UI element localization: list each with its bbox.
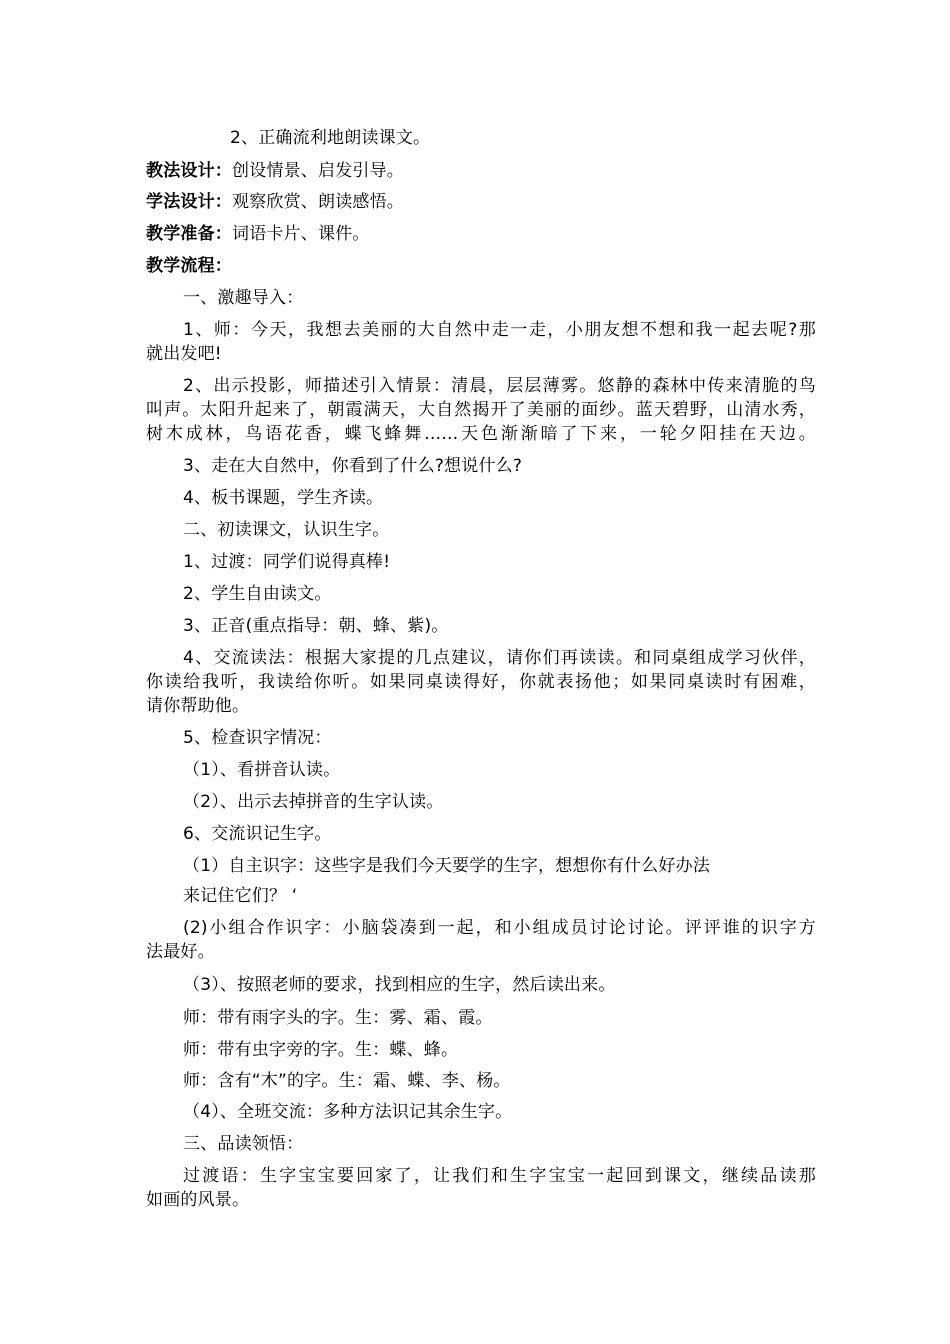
paragraph-line: 叫声。太阳升起来了，朝霞满天，大自然揭开了美丽的面纱。蓝天碧野，山清水秀， [146,400,816,420]
text: 创设情景、启发引导。 [232,161,404,181]
study-design-label: 学法设计： [146,192,232,212]
paragraph-line: 三、品读领悟： [183,1134,304,1154]
text: 2、正确流利地朗读课文。 [230,128,431,148]
paragraph-line: 师：带有虫字旁的字。生：蝶、蜂。 [183,1040,459,1060]
paragraph-line: 请你帮助他。 [146,696,250,716]
text: 词语卡片、课件。 [232,224,370,244]
paragraph-line: （4）、全班交流：多种方法识记其余生字。 [183,1102,513,1122]
paragraph-line: 法最好。 [146,942,215,962]
paragraph-line: （1）自主识字：这些字是我们今天要学的生字，想想你有什么好办法 [183,856,711,876]
section-heading: 教学流程： [146,256,232,276]
paragraph-line: 一、激趣导入： [183,288,304,308]
paragraph-line: （1）、看拼音认读。 [183,760,341,780]
paragraph-line: 树木成林，鸟语花香，蝶飞蜂舞……天色渐渐暗了下来，一轮夕阳挂在天边。 [146,424,816,444]
paragraph-line: （3）、按照老师的要求，找到相应的生字，然后读出来。 [183,975,616,995]
paragraph-line: 1、师：今天，我想去美丽的大自然中走一走，小朋友想不想和我一起去呢?那 [183,320,816,340]
paragraph-line: 4、交流读法：根据大家提的几点建议，请你们再读读。和同桌组成学习伙伴， [183,648,816,668]
method-design-line [146,161,816,181]
prep-label: 教学准备： [146,224,232,244]
paragraph-line: 3、走在大自然中，你看到了什么?想说什么? [183,456,523,476]
paragraph-line: 6、交流识记生字。 [183,824,332,844]
study-design-line [146,192,816,212]
paragraph-line: 1、过渡：同学们说得真棒! [183,552,391,572]
paragraph-line: 就出发吧! [146,344,222,364]
paragraph-line: 师：含有“木”的字。生：霜、蝶、李、杨。 [183,1071,511,1091]
paragraph-line: 过渡语：生字宝宝要回家了，让我们和生字宝宝一起回到课文，继续品读那 [183,1166,816,1186]
text: 观察欣赏、朗读感悟。 [232,192,404,212]
paragraph-line: 二、初读课文，认识生字。 [183,520,390,540]
paragraph-line: 3、正音(重点指导：朝、蜂、紫)。 [183,616,449,636]
paragraph-line: 2、出示投影，师描述引入情景：清晨，层层薄雾。悠静的森林中传来清脆的鸟 [183,376,816,396]
prep-line [146,224,816,244]
paragraph-line: 你读给我听，我读给你听。如果同桌读得好，你就表扬他；如果同桌读时有困难， [146,672,816,692]
paragraph-line: 2、学生自由读文。 [183,584,332,604]
paragraph-line: (2)小组合作识字：小脑袋凑到一起，和小组成员讨论讨论。评评谁的识字方 [183,918,816,938]
paragraph-line: （2）、出示去掉拼音的生字认读。 [183,792,444,812]
paragraph-line: 如画的风景。 [146,1190,250,1210]
paragraph-line: 师：带有雨字头的字。生：雾、霜、霞。 [183,1008,493,1028]
method-design-label: 教法设计： [146,161,232,181]
paragraph-line: 来记住它们？ ‘ [183,886,298,906]
objective-line [230,128,816,148]
paragraph-line: 4、板书课题，学生齐读。 [183,488,384,508]
paragraph-line: 5、检查识字情况： [183,728,332,748]
